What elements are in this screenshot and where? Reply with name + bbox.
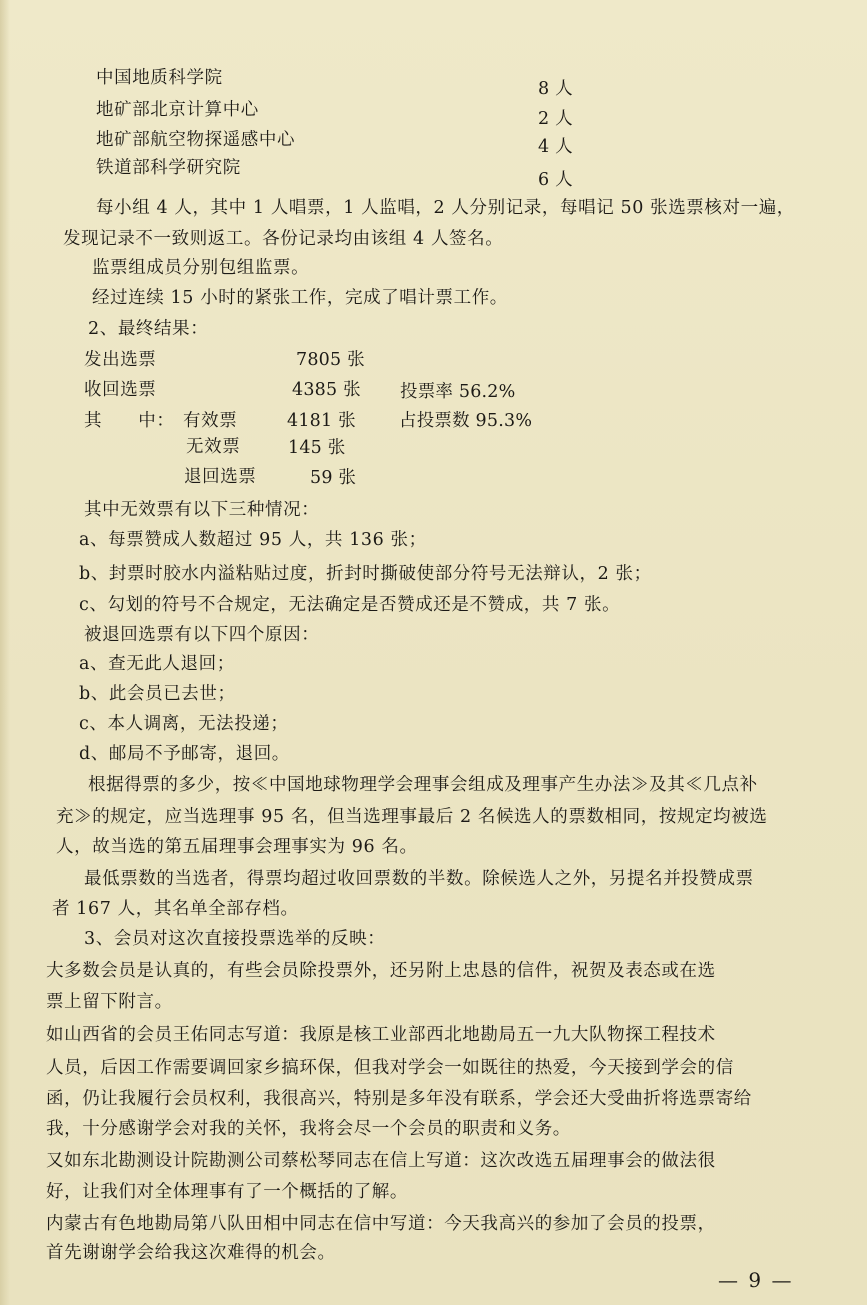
- page-number: — 9 —: [718, 1268, 794, 1292]
- result-rate: 投票率 56.2%: [400, 382, 516, 402]
- paragraph-line: 人员，后因工作需要调回家乡搞环保，但我对学会一如既往的热爱，今天接到学会的信: [46, 1058, 734, 1078]
- section-heading: 3、会员对这次直接投票选举的反映：: [84, 929, 386, 949]
- institute-count: 4 人: [538, 137, 573, 157]
- paragraph-line: 其中无效票有以下三种情况：: [84, 500, 320, 520]
- institute-name: 铁道部科学研究院: [96, 158, 241, 178]
- result-label: 无效票: [186, 437, 241, 457]
- institute-count: 2 人: [538, 109, 573, 129]
- result-value: 145 张: [288, 438, 346, 458]
- institute-name: 地矿部航空物探遥感中心: [96, 130, 296, 150]
- paragraph-line: 函，仍让我履行会员权利，我很高兴，特别是多年没有联系，学会还大受曲折将选票寄给: [46, 1089, 752, 1109]
- paragraph-line: 经过连续 15 小时的紧张工作，完成了唱计票工作。: [92, 288, 508, 308]
- result-value: 7805 张: [296, 350, 365, 370]
- list-item: a、每票赞成人数超过 95 人，共 136 张；: [79, 530, 427, 550]
- paragraph-line: 大多数会员是认真的，有些会员除投票外，还另附上忠恳的信件，祝贺及表态或在选: [46, 961, 716, 981]
- paragraph-line: 首先谢谢学会给我这次难得的机会。: [46, 1243, 336, 1263]
- paragraph-line: 最低票数的当选者，得票均超过收回票数的半数。除候选人之外，另提名并投赞成票: [84, 869, 754, 889]
- paragraph-line: 每小组 4 人，其中 1 人唱票，1 人监唱，2 人分别记录，每唱记 50 张选票核对一遍，: [96, 198, 795, 218]
- result-value: 4385 张: [292, 380, 361, 400]
- section-heading: 2、最终结果：: [88, 319, 209, 339]
- paragraph-line: 被退回选票有以下四个原因：: [84, 625, 320, 645]
- paragraph-line: 监票组成员分别包组监票。: [92, 258, 310, 278]
- institute-count: 6 人: [538, 170, 573, 190]
- paragraph-line: 充≫的规定，应当选理事 95 名，但当选理事最后 2 名候选人的票数相同，按规定均被选: [56, 807, 768, 827]
- institute-name: 中国地质科学院: [96, 68, 223, 88]
- list-item: c、勾划的符号不合规定，无法确定是否赞成还是不赞成，共 7 张。: [79, 595, 621, 615]
- paragraph-line: 根据得票的多少，按≪中国地球物理学会理事会组成及理事产生办法≫及其≪几点补: [88, 775, 758, 795]
- paragraph-line: 又如东北勘测设计院勘测公司蔡松琴同志在信上写道：这次改选五届理事会的做法很: [46, 1151, 716, 1171]
- result-label: 有效票: [183, 411, 238, 431]
- paragraph-line: 者 167 人，其名单全部存档。: [52, 899, 299, 919]
- paragraph-line: 票上留下附言。: [46, 992, 173, 1012]
- paragraph-line: 发现记录不一致则返工。各份记录均由该组 4 人签名。: [63, 229, 504, 249]
- list-item: a、查无此人退回；: [79, 654, 235, 674]
- list-item: b、此会员已去世；: [79, 684, 236, 704]
- result-label: 退回选票: [184, 467, 257, 487]
- institute-count: 8 人: [538, 79, 573, 99]
- paragraph-line: 人，故当选的第五届理事会理事实为 96 名。: [56, 837, 418, 857]
- result-value: 4181 张: [287, 411, 356, 431]
- list-item: b、封票时胶水内溢粘贴过度，折封时撕破使部分符号无法辩认，2 张；: [79, 564, 652, 584]
- result-value: 59 张: [310, 468, 357, 488]
- list-item: d、邮局不予邮寄，退回。: [79, 744, 290, 764]
- paragraph-line: 我，十分感谢学会对我的关怀，我将会尽一个会员的职责和义务。: [46, 1119, 571, 1139]
- institute-name: 地矿部北京计算中心: [96, 100, 259, 120]
- paragraph-line: 内蒙古有色地勘局第八队田相中同志在信中写道：今天我高兴的参加了会员的投票，: [46, 1214, 716, 1234]
- paragraph-line: 好，让我们对全体理事有了一个概括的了解。: [46, 1182, 408, 1202]
- result-label: 发出选票: [84, 350, 157, 370]
- result-rate: 占投票数 95.3%: [399, 411, 533, 431]
- paragraph-line: 如山西省的会员王佑同志写道：我原是核工业部西北地勘局五一九大队物探工程技术: [46, 1025, 716, 1045]
- result-label: 其 中：: [84, 411, 175, 431]
- list-item: c、本人调离，无法投递；: [79, 714, 289, 734]
- result-label: 收回选票: [84, 380, 157, 400]
- page-spine-shadow: [0, 0, 10, 1305]
